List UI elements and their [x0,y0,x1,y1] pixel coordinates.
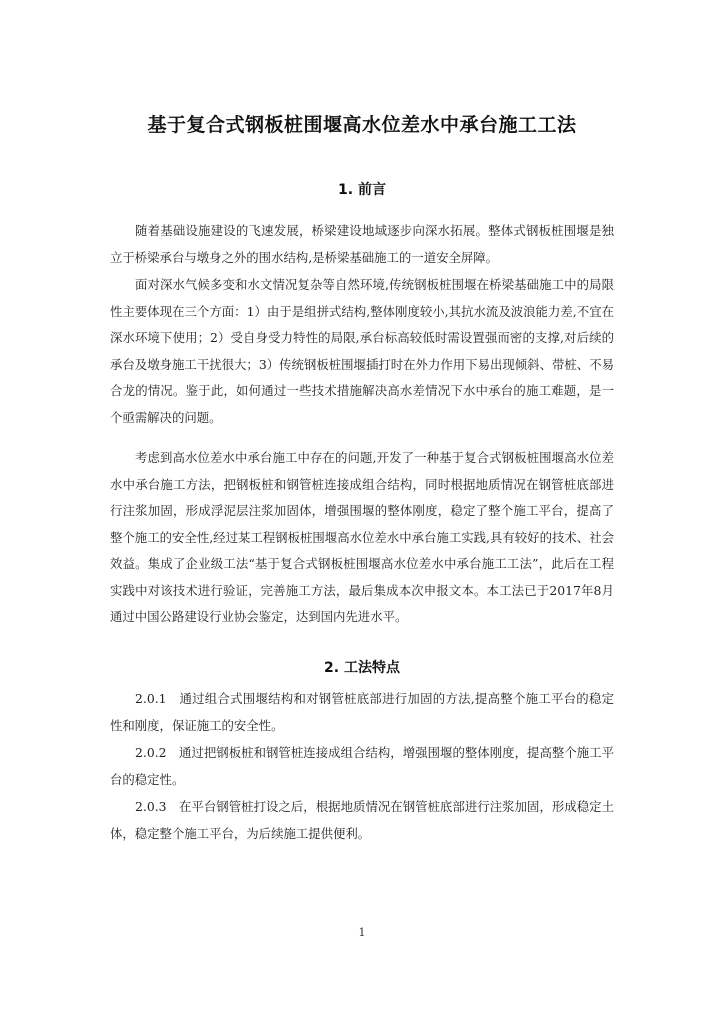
section-heading-features: 2. 工法特点 [324,660,400,676]
paragraph: 随着基础设施建设的飞速发展，桥梁建设地域逐步向深水拓展。整体式钢板桩围堰是独立于桥梁承台与墩身之外的围水结构,是桥梁基础施工的一道安全屏障。 [110,223,614,265]
paragraph: 2.0.3 在平台钢管桩打设之后，根据地质情况在钢管桩底部进行注浆加固，形成稳定土体，稳定整个施工平台，为后续施工提供便利。 [110,799,614,841]
page-number: 1 [358,926,366,939]
paragraph: 2.0.2 通过把钢板桩和钢管桩连接成组合结构，增强围堰的整体刚度，提高整个施工平台的稳定性。 [110,745,614,787]
paragraph: 面对深水气候多变和水文情况复杂等自然环境,传统钢板桩围堰在桥梁基础施工中的局限性主要体现在三个方面：1）由于是组拼式结构,整体刚度较小,其抗水流及波浪能力差,不宜在深水环境下使用；2）受自身受力特性的局限,承台标高较低时需设置强而密的支撑,对后续的承台及墩身施工干扰很大；3）传统钢板桩围堰插打时在外力作用下易出现倾斜、带桩、不易合龙的情况。鉴于此，如何通过一些技术措施解决高水差情况下水中承台的施工难题，是一个亟需解决的问题。 [110,277,614,425]
paragraph: 2.0.1 通过组合式围堰结构和对钢管桩底部进行加固的方法,提高整个施工平台的稳定性和刚度，保证施工的安全性。 [110,691,614,733]
document-title: 基于复合式钢板桩围堰高水位差水中承台施工工法 [147,114,577,136]
paragraph: 考虑到高水位差水中承台施工中存在的问题,开发了一种基于复合式钢板桩围堰高水位差水中承台施工方法，把钢板桩和钢管桩连接成组合结构，同时根据地质情况在钢管桩底部进行注浆加固，形成浮泥层注浆加固体，增强围堰的整体刚度，稳定了整个施工平台，提高了整个施工的安全性,经过某工程钢板桩围堰高水位差水中承台施工实践,具有较好的技术、社会效益。集成了企业级工法“基于复合式钢板桩围堰高水位差水中承台施工工法”，此后在工程实践中对该技术进行验证，完善施工方法，最后集成本次申报文本。本工法已于2017年8月通过中国公路建设行业协会鉴定，达到国内先进水平。 [110,450,614,624]
section-heading-preface: 1. 前言 [338,182,386,198]
